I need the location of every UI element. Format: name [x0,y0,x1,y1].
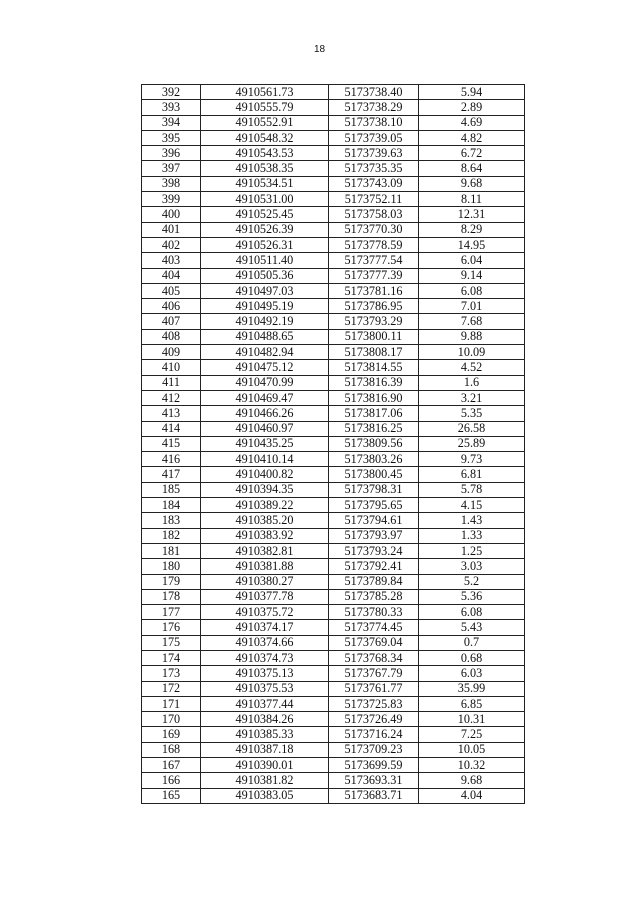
distance-cell: 10.32 [419,758,525,773]
table-row [142,329,525,344]
point-number-cell: 180 [142,559,201,574]
distance-cell: 6.04 [419,253,525,268]
y-coordinate-cell: 5173743.09 [329,176,419,191]
distance-cell: 7.68 [419,314,525,329]
x-coordinate-cell: 4910390.01 [201,758,329,773]
y-coordinate-cell: 5173774.45 [329,620,419,635]
point-number-cell: 401 [142,222,201,237]
page-number: 18 [313,44,326,55]
point-number-cell: 415 [142,436,201,451]
distance-cell: 4.82 [419,130,525,145]
distance-cell: 0.68 [419,650,525,665]
y-coordinate-cell: 5173814.55 [329,360,419,375]
distance-cell: 6.81 [419,467,525,482]
x-coordinate-cell: 4910538.35 [201,161,329,176]
x-coordinate-cell: 4910383.05 [201,788,329,803]
point-number-cell: 408 [142,329,201,344]
point-number-cell: 167 [142,758,201,773]
y-coordinate-cell: 5173709.23 [329,742,419,757]
x-coordinate-cell: 4910382.81 [201,543,329,558]
y-coordinate-cell: 5173793.97 [329,528,419,543]
table-row [142,452,525,467]
distance-cell: 5.36 [419,589,525,604]
table-row [142,268,525,283]
x-coordinate-cell: 4910394.35 [201,482,329,497]
x-coordinate-cell: 4910548.32 [201,130,329,145]
point-number-cell: 395 [142,130,201,145]
y-coordinate-cell: 5173781.16 [329,283,419,298]
distance-cell: 7.25 [419,727,525,742]
distance-cell: 5.35 [419,406,525,421]
table-row [142,574,525,589]
y-coordinate-cell: 5173793.24 [329,543,419,558]
x-coordinate-cell: 4910435.25 [201,436,329,451]
y-coordinate-cell: 5173761.77 [329,681,419,696]
y-coordinate-cell: 5173816.39 [329,375,419,390]
distance-cell: 0.7 [419,635,525,650]
y-coordinate-cell: 5173816.90 [329,390,419,405]
y-coordinate-cell: 5173725.83 [329,696,419,711]
point-number-cell: 181 [142,543,201,558]
point-number-cell: 405 [142,283,201,298]
distance-cell: 3.21 [419,390,525,405]
table-row [142,360,525,375]
point-number-cell: 177 [142,605,201,620]
y-coordinate-cell: 5173767.79 [329,666,419,681]
table-row [142,559,525,574]
x-coordinate-cell: 4910495.19 [201,299,329,314]
distance-cell: 9.73 [419,452,525,467]
y-coordinate-cell: 5173777.39 [329,268,419,283]
x-coordinate-cell: 4910469.47 [201,390,329,405]
distance-cell: 4.04 [419,788,525,803]
table-row [142,513,525,528]
x-coordinate-cell: 4910534.51 [201,176,329,191]
x-coordinate-cell: 4910470.99 [201,375,329,390]
table-row [142,192,525,207]
table-row [142,742,525,757]
distance-cell: 8.64 [419,161,525,176]
point-number-cell: 392 [142,85,201,100]
x-coordinate-cell: 4910488.65 [201,329,329,344]
y-coordinate-cell: 5173716.24 [329,727,419,742]
point-number-cell: 176 [142,620,201,635]
x-coordinate-cell: 4910387.18 [201,742,329,757]
table-row [142,788,525,803]
table-row [142,773,525,788]
distance-cell: 6.08 [419,283,525,298]
table-row [142,253,525,268]
x-coordinate-cell: 4910460.97 [201,421,329,436]
table-row [142,467,525,482]
table-row [142,161,525,176]
y-coordinate-cell: 5173726.49 [329,712,419,727]
y-coordinate-cell: 5173800.45 [329,467,419,482]
distance-cell: 1.43 [419,513,525,528]
point-number-cell: 402 [142,237,201,252]
distance-cell: 8.29 [419,222,525,237]
point-number-cell: 166 [142,773,201,788]
x-coordinate-cell: 4910552.91 [201,115,329,130]
table-row [142,681,525,696]
table-row [142,115,525,130]
distance-cell: 10.31 [419,712,525,727]
distance-cell: 6.72 [419,146,525,161]
x-coordinate-cell: 4910475.12 [201,360,329,375]
x-coordinate-cell: 4910561.73 [201,85,329,100]
table-row [142,146,525,161]
point-number-cell: 411 [142,375,201,390]
table-row [142,696,525,711]
coordinates-table-body [142,85,525,804]
point-number-cell: 412 [142,390,201,405]
table-row [142,345,525,360]
x-coordinate-cell: 4910383.92 [201,528,329,543]
y-coordinate-cell: 5173735.35 [329,161,419,176]
point-number-cell: 169 [142,727,201,742]
y-coordinate-cell: 5173738.40 [329,85,419,100]
y-coordinate-cell: 5173809.56 [329,436,419,451]
table-row [142,207,525,222]
table-row [142,375,525,390]
point-number-cell: 179 [142,574,201,589]
x-coordinate-cell: 4910410.14 [201,452,329,467]
y-coordinate-cell: 5173817.06 [329,406,419,421]
point-number-cell: 182 [142,528,201,543]
y-coordinate-cell: 5173768.34 [329,650,419,665]
point-number-cell: 400 [142,207,201,222]
table-row [142,100,525,115]
point-number-cell: 398 [142,176,201,191]
distance-cell: 9.14 [419,268,525,283]
table-row [142,758,525,773]
y-coordinate-cell: 5173785.28 [329,589,419,604]
table-row [142,436,525,451]
point-number-cell: 394 [142,115,201,130]
x-coordinate-cell: 4910492.19 [201,314,329,329]
distance-cell: 9.68 [419,773,525,788]
y-coordinate-cell: 5173739.05 [329,130,419,145]
x-coordinate-cell: 4910531.00 [201,192,329,207]
y-coordinate-cell: 5173777.54 [329,253,419,268]
y-coordinate-cell: 5173780.33 [329,605,419,620]
distance-cell: 1.25 [419,543,525,558]
table-row [142,222,525,237]
y-coordinate-cell: 5173793.29 [329,314,419,329]
point-number-cell: 399 [142,192,201,207]
y-coordinate-cell: 5173800.11 [329,329,419,344]
x-coordinate-cell: 4910381.88 [201,559,329,574]
point-number-cell: 406 [142,299,201,314]
y-coordinate-cell: 5173792.41 [329,559,419,574]
table-row [142,390,525,405]
point-number-cell: 173 [142,666,201,681]
x-coordinate-cell: 4910374.73 [201,650,329,665]
x-coordinate-cell: 4910466.26 [201,406,329,421]
y-coordinate-cell: 5173808.17 [329,345,419,360]
x-coordinate-cell: 4910511.40 [201,253,329,268]
table-row [142,528,525,543]
distance-cell: 5.94 [419,85,525,100]
point-number-cell: 409 [142,345,201,360]
distance-cell: 4.15 [419,498,525,513]
y-coordinate-cell: 5173789.84 [329,574,419,589]
x-coordinate-cell: 4910385.33 [201,727,329,742]
x-coordinate-cell: 4910497.03 [201,283,329,298]
distance-cell: 12.31 [419,207,525,222]
x-coordinate-cell: 4910505.36 [201,268,329,283]
table-row [142,130,525,145]
x-coordinate-cell: 4910543.53 [201,146,329,161]
table-row [142,299,525,314]
table-row [142,421,525,436]
point-number-cell: 417 [142,467,201,482]
table-row [142,589,525,604]
point-number-cell: 170 [142,712,201,727]
point-number-cell: 185 [142,482,201,497]
distance-cell: 25.89 [419,436,525,451]
distance-cell: 6.08 [419,605,525,620]
table-row [142,620,525,635]
x-coordinate-cell: 4910400.82 [201,467,329,482]
x-coordinate-cell: 4910385.20 [201,513,329,528]
y-coordinate-cell: 5173738.29 [329,100,419,115]
y-coordinate-cell: 5173778.59 [329,237,419,252]
x-coordinate-cell: 4910377.44 [201,696,329,711]
table-row [142,176,525,191]
y-coordinate-cell: 5173683.71 [329,788,419,803]
distance-cell: 9.88 [419,329,525,344]
table-row [142,482,525,497]
point-number-cell: 393 [142,100,201,115]
y-coordinate-cell: 5173786.95 [329,299,419,314]
point-number-cell: 174 [142,650,201,665]
point-number-cell: 171 [142,696,201,711]
table-row [142,727,525,742]
distance-cell: 10.09 [419,345,525,360]
distance-cell: 4.69 [419,115,525,130]
distance-cell: 35.99 [419,681,525,696]
point-number-cell: 403 [142,253,201,268]
y-coordinate-cell: 5173699.59 [329,758,419,773]
distance-cell: 5.43 [419,620,525,635]
y-coordinate-cell: 5173693.31 [329,773,419,788]
distance-cell: 5.2 [419,574,525,589]
x-coordinate-cell: 4910375.72 [201,605,329,620]
table-row [142,406,525,421]
distance-cell: 6.03 [419,666,525,681]
x-coordinate-cell: 4910381.82 [201,773,329,788]
table-row [142,543,525,558]
table-row [142,635,525,650]
table-row [142,498,525,513]
x-coordinate-cell: 4910525.45 [201,207,329,222]
distance-cell: 4.52 [419,360,525,375]
x-coordinate-cell: 4910384.26 [201,712,329,727]
point-number-cell: 410 [142,360,201,375]
distance-cell: 8.11 [419,192,525,207]
distance-cell: 3.03 [419,559,525,574]
x-coordinate-cell: 4910482.94 [201,345,329,360]
x-coordinate-cell: 4910374.66 [201,635,329,650]
point-number-cell: 397 [142,161,201,176]
point-number-cell: 172 [142,681,201,696]
point-number-cell: 175 [142,635,201,650]
point-number-cell: 414 [142,421,201,436]
table-row [142,314,525,329]
distance-cell: 5.78 [419,482,525,497]
x-coordinate-cell: 4910389.22 [201,498,329,513]
x-coordinate-cell: 4910555.79 [201,100,329,115]
distance-cell: 1.33 [419,528,525,543]
y-coordinate-cell: 5173769.04 [329,635,419,650]
coordinates-table [141,84,525,804]
point-number-cell: 416 [142,452,201,467]
y-coordinate-cell: 5173795.65 [329,498,419,513]
point-number-cell: 178 [142,589,201,604]
distance-cell: 2.89 [419,100,525,115]
distance-cell: 1.6 [419,375,525,390]
x-coordinate-cell: 4910526.39 [201,222,329,237]
table-row [142,650,525,665]
y-coordinate-cell: 5173803.26 [329,452,419,467]
point-number-cell: 165 [142,788,201,803]
x-coordinate-cell: 4910526.31 [201,237,329,252]
distance-cell: 6.85 [419,696,525,711]
table-row [142,712,525,727]
y-coordinate-cell: 5173798.31 [329,482,419,497]
table-row [142,605,525,620]
x-coordinate-cell: 4910377.78 [201,589,329,604]
point-number-cell: 404 [142,268,201,283]
point-number-cell: 413 [142,406,201,421]
y-coordinate-cell: 5173758.03 [329,207,419,222]
point-number-cell: 407 [142,314,201,329]
distance-cell: 26.58 [419,421,525,436]
y-coordinate-cell: 5173739.63 [329,146,419,161]
point-number-cell: 183 [142,513,201,528]
y-coordinate-cell: 5173794.61 [329,513,419,528]
distance-cell: 10.05 [419,742,525,757]
distance-cell: 7.01 [419,299,525,314]
distance-cell: 9.68 [419,176,525,191]
y-coordinate-cell: 5173752.11 [329,192,419,207]
point-number-cell: 396 [142,146,201,161]
distance-cell: 14.95 [419,237,525,252]
x-coordinate-cell: 4910374.17 [201,620,329,635]
x-coordinate-cell: 4910375.53 [201,681,329,696]
point-number-cell: 168 [142,742,201,757]
table-row [142,666,525,681]
y-coordinate-cell: 5173816.25 [329,421,419,436]
x-coordinate-cell: 4910380.27 [201,574,329,589]
table-row [142,85,525,100]
x-coordinate-cell: 4910375.13 [201,666,329,681]
y-coordinate-cell: 5173770.30 [329,222,419,237]
table-row [142,283,525,298]
y-coordinate-cell: 5173738.10 [329,115,419,130]
point-number-cell: 184 [142,498,201,513]
table-row [142,237,525,252]
